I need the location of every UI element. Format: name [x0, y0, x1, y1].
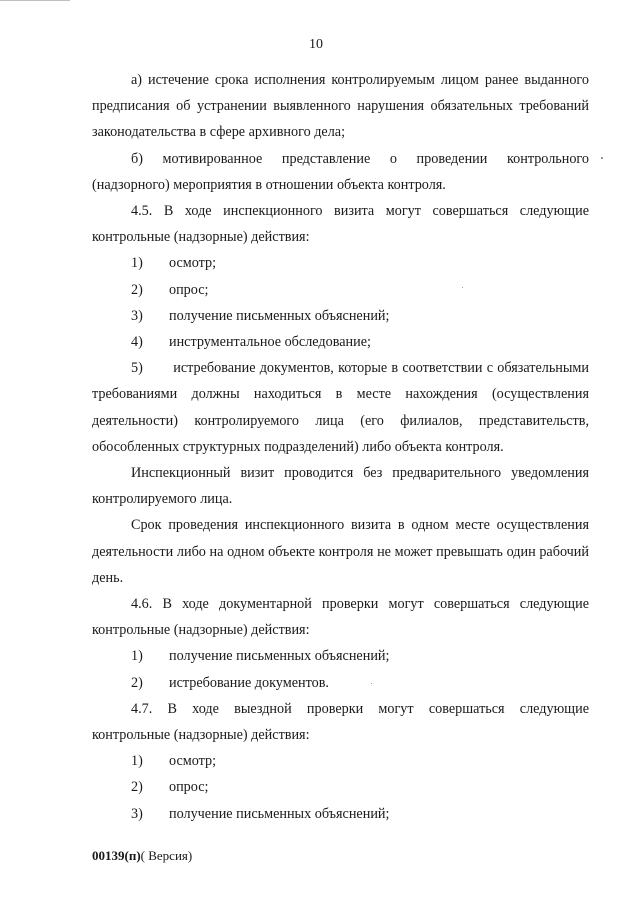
page-number: 10: [309, 37, 323, 52]
list-item-number: 3): [131, 805, 143, 822]
list-item-text: опрос;: [169, 779, 209, 796]
list-item-text: истребование документов.: [169, 674, 329, 691]
list-item-text: истребование документов, которые в соответствии с обязательными требованиями должны находиться в месте нахождения (осуществления деятельности) контролируемого лица (его филиалов, представительств, обособленных структурных подразделений) либо объекта контроля.: [92, 360, 590, 455]
document-version: ( Версия): [140, 848, 193, 863]
list-item-number: 1): [131, 753, 143, 770]
list-item-text: опрос;: [169, 281, 209, 298]
list-item: [92, 303, 589, 329]
list-item-number: 5): [131, 360, 143, 377]
list-item-number: 1): [131, 648, 143, 665]
list-item-text: получение письменных объяснений;: [169, 648, 390, 665]
document-body: [92, 67, 589, 827]
scan-edge-line: [0, 0, 70, 1]
paragraph-b: б) мотивированное представление о проведении контрольного (надзорного) мероприятия в отношении объекта контроля.: [92, 150, 589, 193]
list-item: [92, 670, 589, 696]
list-item: [92, 643, 589, 669]
list-item-long: [92, 355, 589, 460]
paragraph-a: а) истечение срока исполнения контролируемым лицом ранее выданного предписания об устранении выявленного нарушения обязательных требований законодательства в сфере архивного дела;: [92, 72, 589, 141]
list-item-number: 2): [131, 281, 143, 298]
list-item: [92, 801, 589, 827]
document-footer: [92, 848, 192, 864]
list-item-number: 1): [131, 255, 143, 272]
list-item: [92, 748, 589, 774]
paragraph-4-7: 4.7. В ходе выездной проверки могут совершаться следующие контрольные (надзорные) действия:: [92, 700, 589, 744]
scan-speck: [462, 287, 463, 288]
list-item-number: 4): [131, 334, 143, 351]
paragraph-visit-notice: Инспекционный визит проводится без предварительного уведомления контролируемого лица.: [92, 465, 589, 508]
list-item: [92, 277, 589, 303]
document-code: 00139(п): [92, 848, 141, 863]
list-item-number: 3): [131, 307, 143, 324]
list-item-text: получение письменных объяснений;: [169, 805, 390, 822]
list-item: [92, 250, 589, 276]
paragraph-visit-term: Срок проведения инспекционного визита в одном месте осуществления деятельности либо на одном объекте контроля не может превышать один рабочий день.: [92, 517, 589, 586]
list-item-number: 2): [131, 779, 143, 796]
scan-speck: [601, 157, 603, 159]
list-item: [92, 774, 589, 800]
scan-speck: [371, 683, 372, 684]
paragraph-4-6: 4.6. В ходе документарной проверки могут совершаться следующие контрольные (надзорные) действия:: [92, 596, 589, 639]
list-item: [92, 329, 589, 355]
list-item-number: 2): [131, 674, 143, 691]
paragraph-4-5: 4.5. В ходе инспекционного визита могут совершаться следующие контрольные (надзорные) действия:: [92, 203, 589, 246]
list-item-text: получение письменных объяснений;: [169, 307, 390, 324]
list-item-text: осмотр;: [169, 753, 217, 770]
list-item-text: инструментальное обследование;: [169, 334, 371, 351]
list-item-text: осмотр;: [169, 255, 217, 272]
